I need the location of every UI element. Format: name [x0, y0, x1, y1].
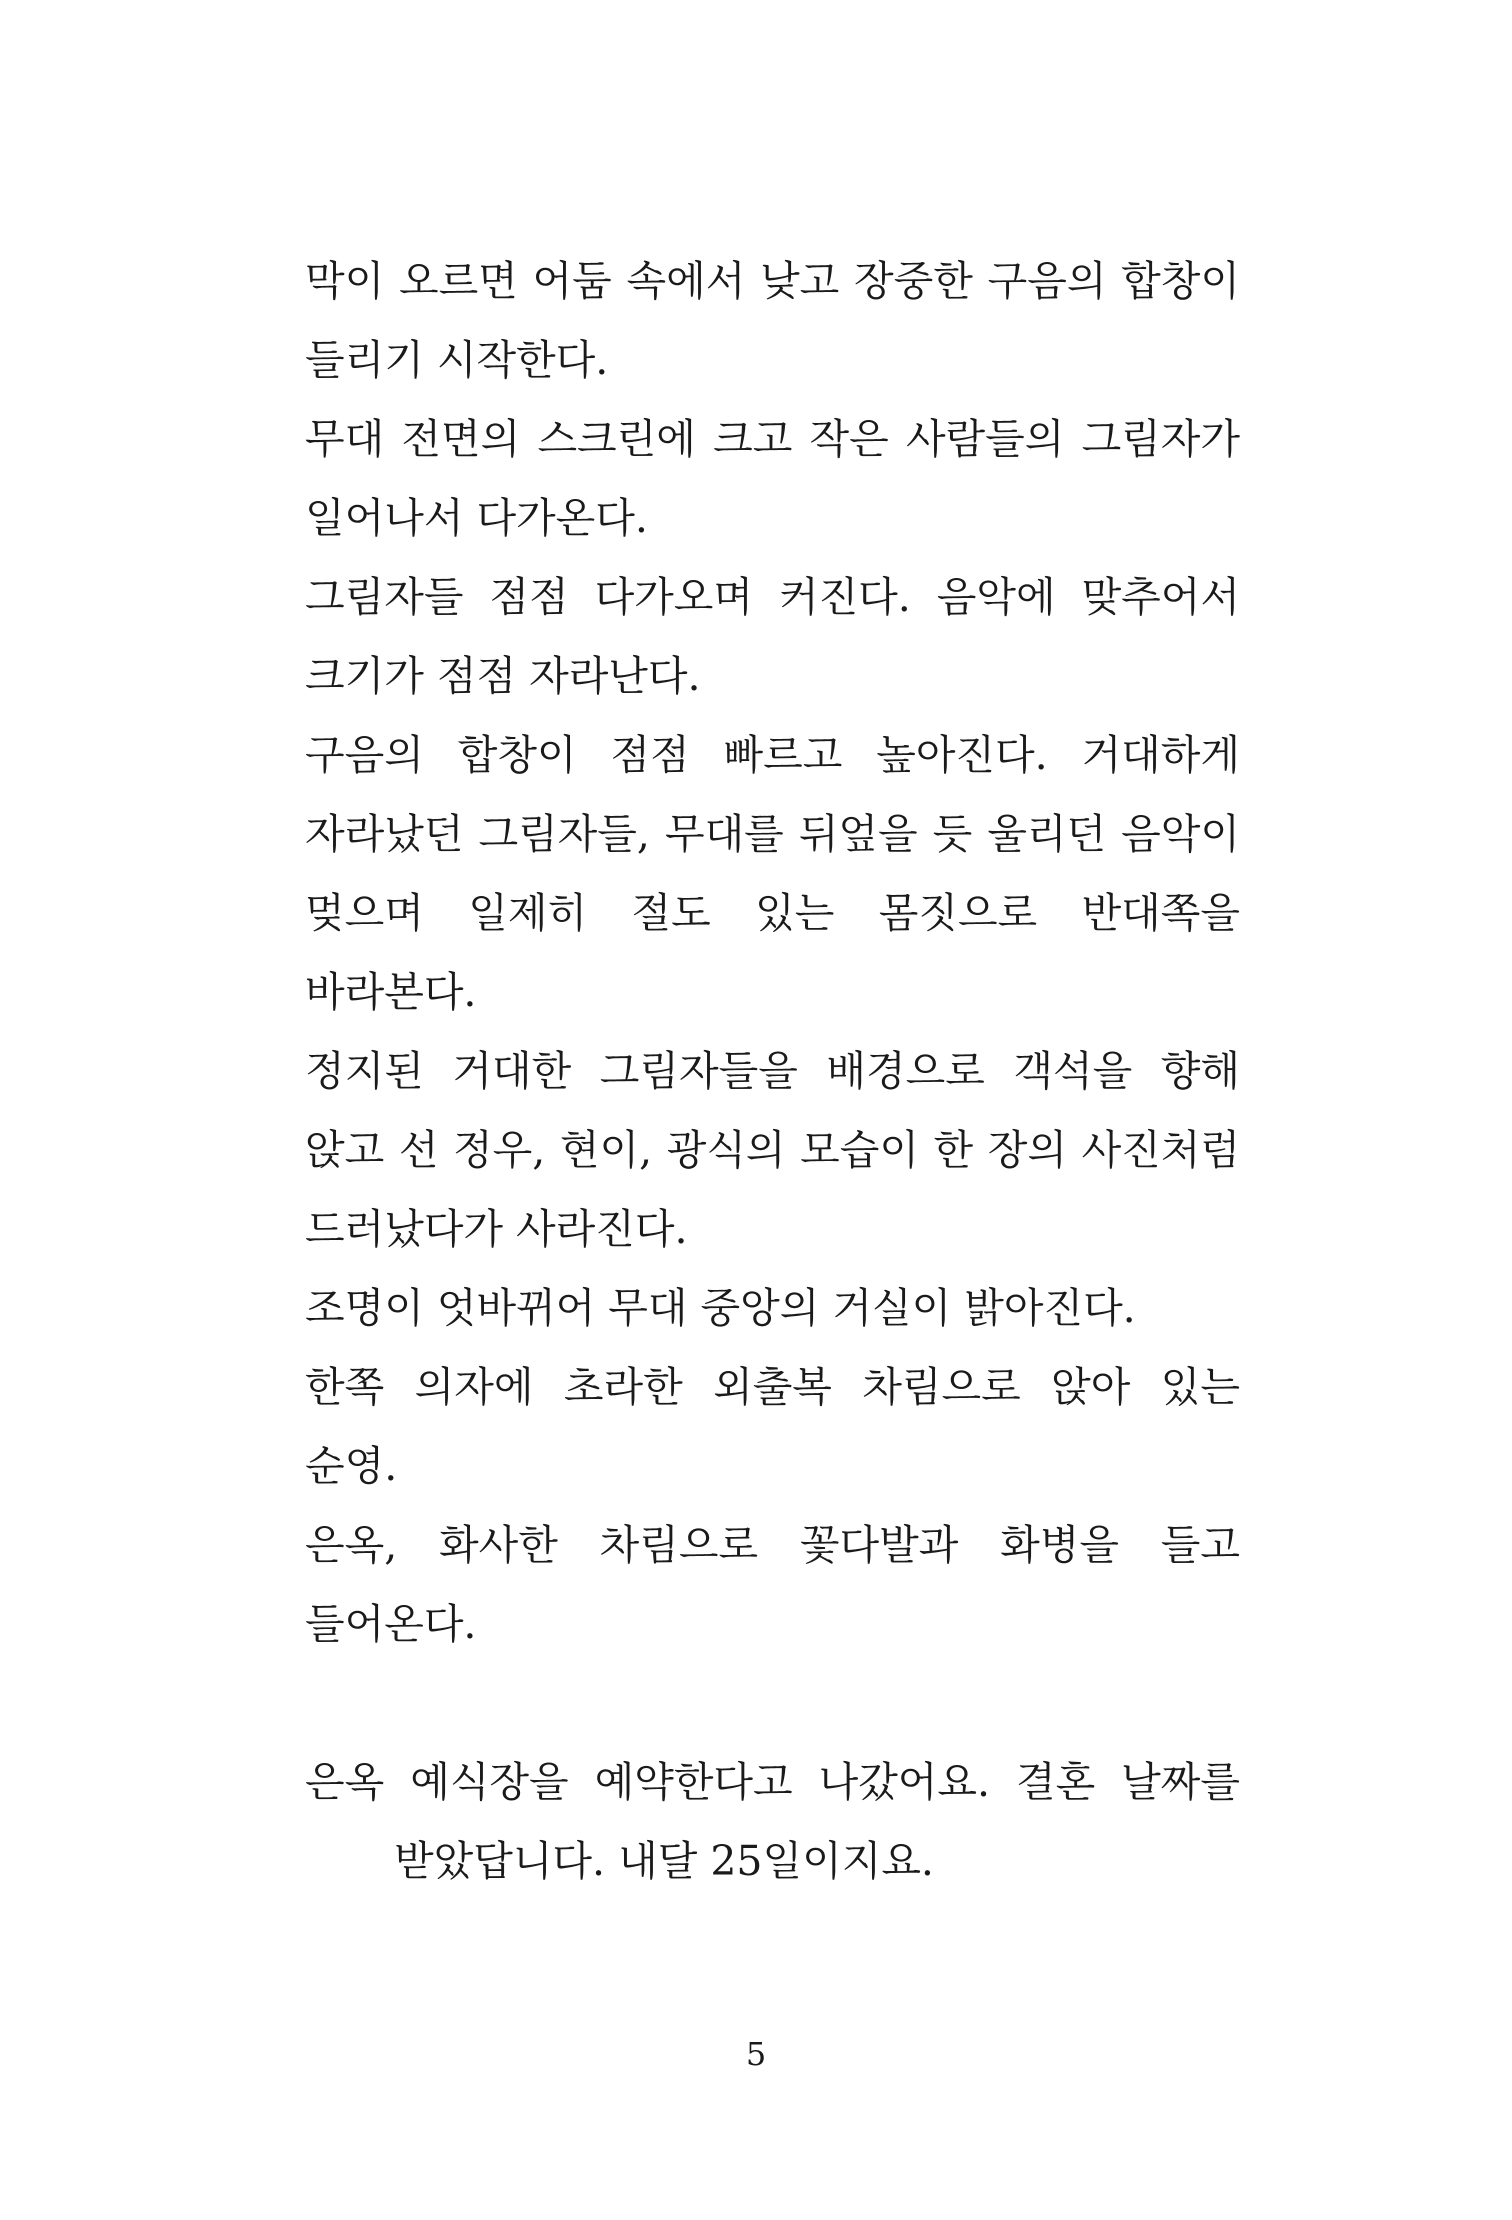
stage-direction: 구음의 합창이 점점 빠르고 높아진다. 거대하게 자라났던 그림자들, 무대를 뒤엎을 듯 울리던 음악이 멎으며 일제히 절도 있는 몸짓으로 반대쪽을 바라본다.	[305, 731, 1240, 1016]
dialogue-text: 예식장을 예약한다고 나갔어요. 결혼 날짜를 받았답니다. 내달 25일이지요.	[394, 1758, 1240, 1885]
script-body	[305, 242, 1240, 1901]
stage-direction: 무대 전면의 스크린에 크고 작은 사람들의 그림자가 일어나서 다가온다.	[305, 415, 1240, 542]
stage-direction: 한쪽 의자에 초라한 외출복 차림으로 앉아 있는 순영.	[305, 1363, 1240, 1490]
stage-direction: 조명이 엇바뀌어 무대 중앙의 거실이 밝아진다.	[305, 1284, 1136, 1332]
speaker-name: 은옥	[305, 1758, 385, 1806]
page-number: 5	[745, 2035, 767, 2073]
stage-direction: 정지된 거대한 그림자들을 배경으로 객석을 향해 앉고 선 정우, 현이, 광식의 모습이 한 장의 사진처럼 드러났다가 사라진다.	[305, 1047, 1240, 1253]
dialogue-line	[305, 1743, 1240, 1901]
stage-direction: 그림자들 점점 다가오며 커진다. 음악에 맞추어서 크기가 점점 자라난다.	[305, 573, 1240, 700]
stage-direction: 막이 오르면 어둠 속에서 낮고 장중한 구음의 합창이 들리기 시작한다.	[305, 257, 1240, 384]
stage-direction: 은옥, 화사한 차림으로 꽃다발과 화병을 들고 들어온다.	[305, 1521, 1240, 1648]
